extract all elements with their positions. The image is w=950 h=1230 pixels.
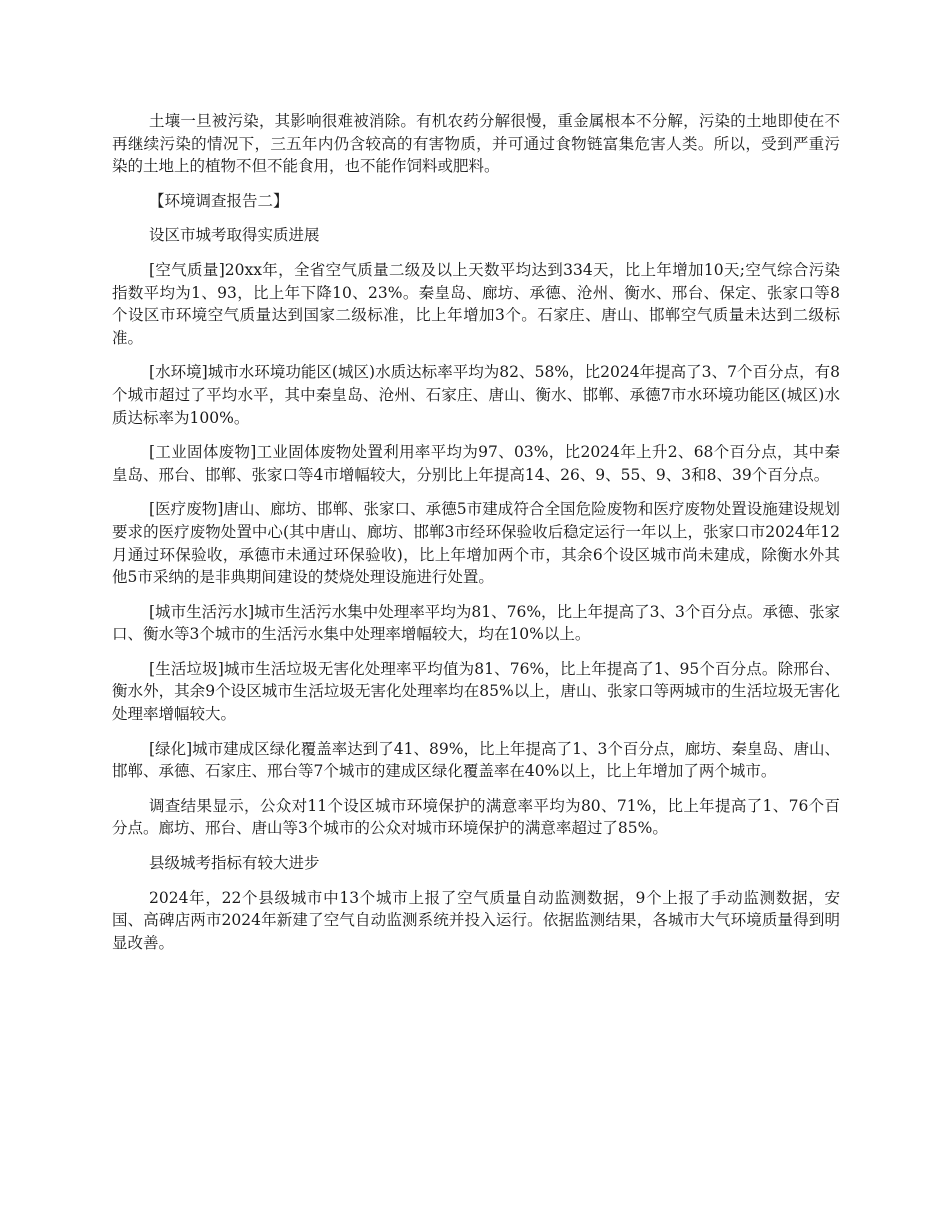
paragraph-industrial-waste: [工业固体废物]工业固体废物处置利用率平均为97、03%，比2024年上升2、68个百分点，其中秦皇岛、邢台、邯郸、张家口等4市增幅较大，分别比上年提高14、26、9、55、9、3和8、39个百分点。	[112, 443, 840, 484]
paragraph-air-quality: [空气质量]20xx年，全省空气质量二级及以上天数平均达到334天，比上年增加10天;空气综合污染指数平均为1、93，比上年下降10、23%。秦皇岛、廊坊、承德、沧州、衡水、邢台、保定、张家口等8个设区市环境空气质量达到国家二级标准，比上年增加3个。石家庄、唐山、邯郸空气质量未达到二级标准。	[112, 260, 840, 347]
paragraph-public-satisfaction: 调查结果显示，公众对11个设区城市环境保护的满意率平均为80、71%，比上年提高了1、76个百分点。廊坊、邢台、唐山等3个城市的公众对城市环境保护的满意率超过了85%。	[112, 796, 840, 838]
paragraph-soil-pollution: 土壤一旦被污染，其影响很难被消除。有机农药分解很慢，重金属根本不分解，污染的土地即使在不再继续污染的情况下，三五年内仍含较高的有害物质，并可通过食物链富集危害人类。所以，受到严重污染的土地上的植物不但不能食用，也不能作饲料或肥料。	[112, 112, 840, 176]
subheading-county-progress: 县级城考指标有较大进步	[149, 854, 320, 873]
paragraph-county-monitoring: 2024年，22个县级城市中13个城市上报了空气质量自动监测数据，9个上报了手动监测数据，安国、高碑店两市2024年新建了空气自动监测系统并投入运行。依据监测结果，各城市大气环境质量得到明显改善。	[112, 888, 840, 952]
paragraph-sewage: [城市生活污水]城市生活污水集中处理率平均为81、76%，比上年提高了3、3个百分点。承德、张家口、衡水等3个城市的生活污水集中处理率增幅较大，均在10%以上。	[112, 602, 840, 644]
paragraph-medical-waste: [医疗废物]唐山、廊坊、邯郸、张家口、承德5市建成符合全国危险废物和医疗废物处置设施建设规划要求的医疗废物处置中心(其中唐山、廊坊、邯郸3市经环保验收后稳定运行一年以上，张家口市2024年12月通过环保验收，承德市未通过环保验收)，比上年增加两个市，其余6个设区城市尚未建成，除衡水外其他5市采纳的是非典期间建设的焚烧处理设施进行处置。	[112, 500, 840, 587]
subheading-city-assessment: 设区市城考取得实质进展	[149, 226, 320, 245]
paragraph-greening: [绿化]城市建成区绿化覆盖率达到了41、89%，比上年提高了1、3个百分点，廊坊、秦皇岛、唐山、邯郸、承德、石家庄、邢台等7个城市的建成区绿化覆盖率在40%以上，比上年增加了两个城市。	[112, 739, 840, 781]
section-title-report-two: 【环境调查报告二】	[149, 191, 289, 210]
document-page	[112, 110, 840, 966]
paragraph-water-environment: [水环境]城市水环境功能区(城区)水质达标率平均为82、58%，比2024年提高了3、7个百分点，有8个城市超过了平均水平，其中秦皇岛、沧州、石家庄、唐山、衡水、邯郸、承德7市水环境功能区(城区)水质达标率为100%。	[112, 363, 840, 427]
paragraph-garbage: [生活垃圾]城市生活垃圾无害化处理率平均值为81、76%，比上年提高了1、95个百分点。除邢台、衡水外，其余9个设区城市生活垃圾无害化处理率均在85%以上，唐山、张家口等两城市的生活垃圾无害化处理率增幅较大。	[112, 659, 840, 724]
